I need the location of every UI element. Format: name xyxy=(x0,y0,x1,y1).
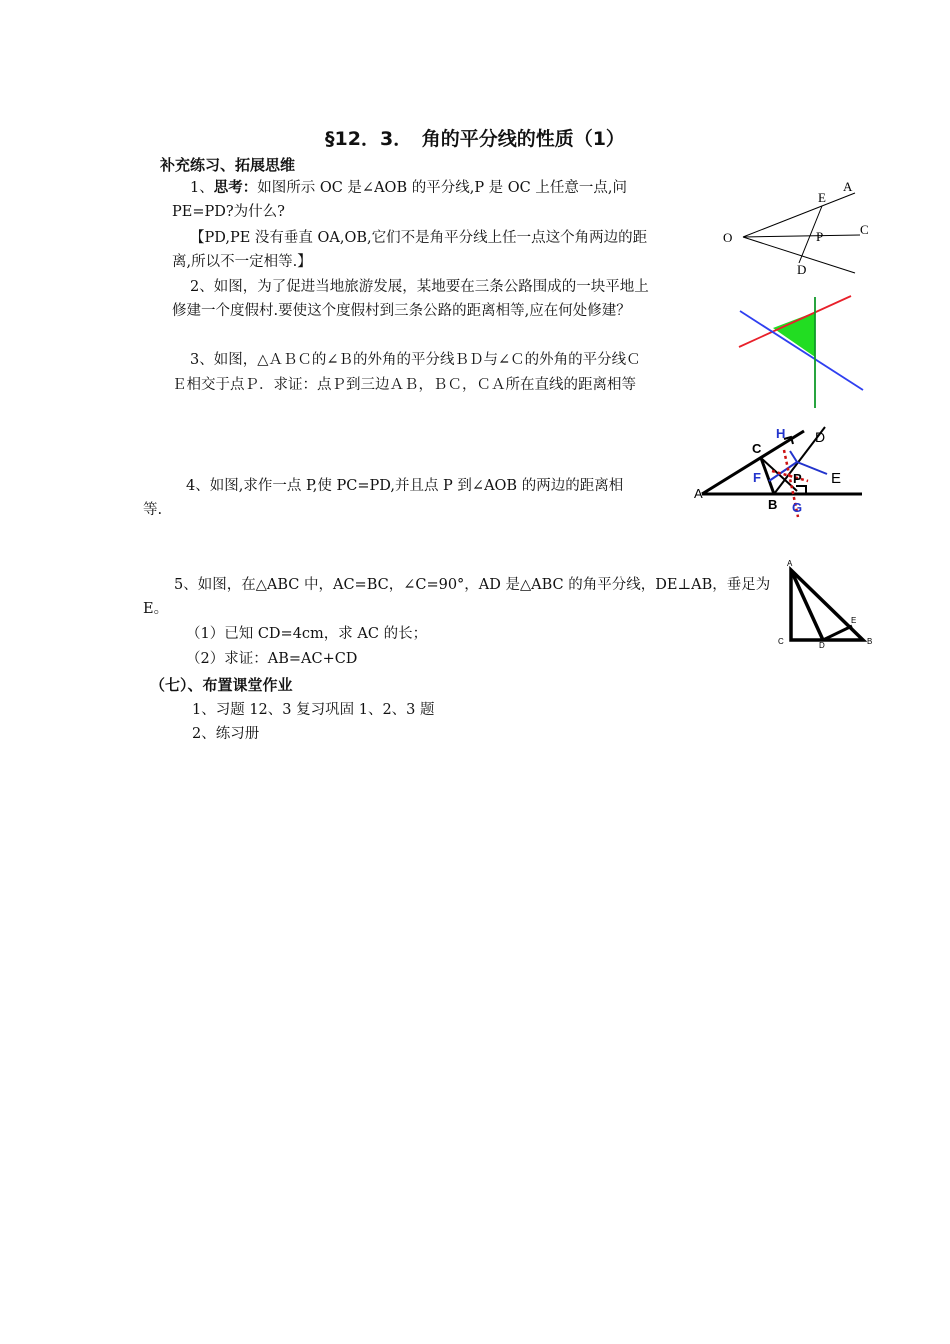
label-f: F xyxy=(753,470,761,485)
q1-answer-line1: 【PD,PE 没有垂直 OA,OB,它们不是角平分线上任一点这个角两边的距 xyxy=(190,230,648,246)
q3-line1: 3、如图，△ＡＢＣ的∠Ｂ的外角的平分线ＢＤ与∠Ｃ的外角的平分线Ｃ xyxy=(190,352,641,368)
label-d: D xyxy=(815,429,826,445)
figure-right-triangle xyxy=(775,558,875,653)
label-e: E xyxy=(851,616,857,625)
label-g: G xyxy=(792,500,803,515)
label-p: P xyxy=(793,471,802,486)
q4-line1: 4、如图,求作一点 P,使 PC=PD,并且点 P 到∠AOB 的两边的距离相 xyxy=(186,478,624,494)
q3-line2: Ｅ相交于点Ｐ．求证：点Ｐ到三边ＡＢ，ＢＣ，ＣＡ所在直线的距离相等 xyxy=(172,377,636,393)
homework-heading: （七）、布置课堂作业 xyxy=(150,676,293,694)
q1-text: 如图所示 OC 是∠AOB 的平分线,P 是 OC 上任意一点,问 xyxy=(257,180,627,196)
perp-ph xyxy=(790,451,797,462)
q1-label: 思考： xyxy=(213,180,258,196)
triangle-abc xyxy=(791,570,863,640)
label-d: D xyxy=(819,641,825,650)
label-e: E xyxy=(818,190,826,205)
homework-item-2: 2、练习册 xyxy=(192,726,260,742)
label-p: P xyxy=(816,229,824,244)
q4-line2: 等. xyxy=(143,502,163,518)
label-e: E xyxy=(831,470,842,487)
q2-line2: 修建一个度假村.要使这个度假村到三条公路的距离相等,应在何处修建？ xyxy=(172,303,631,319)
q5-line1: 5、如图，在△ABC 中，AC=BC，∠C=90°，AD 是△ABC 的角平分线，DE⊥AB，垂足为 xyxy=(174,577,771,593)
triangle-region xyxy=(773,312,815,357)
q1-line1 xyxy=(190,176,627,200)
label-c: C xyxy=(778,637,784,646)
figure-exterior-bisectors xyxy=(692,423,867,518)
segment-de xyxy=(823,626,852,640)
label-a: A xyxy=(694,486,703,501)
q1-line2: PE=PD?为什么? xyxy=(172,204,285,220)
ray-oa xyxy=(743,193,855,237)
figure-three-roads xyxy=(735,295,865,410)
label-c: C xyxy=(752,441,762,456)
figure-angle-bisector xyxy=(715,175,880,280)
label-b: B xyxy=(768,497,778,512)
homework-item-1: 1、习题 12、3 复习巩固 1、2、3 题 xyxy=(192,702,435,718)
label-d: D xyxy=(797,262,807,277)
q5-sub2: （2）求证：AB=AC+CD xyxy=(186,651,358,667)
segment-ad xyxy=(791,570,823,640)
label-o: O xyxy=(723,230,733,245)
label-c: C xyxy=(860,222,869,237)
page-title: §12．3． 角的平分线的性质（1） xyxy=(325,128,625,150)
label-h: H xyxy=(776,426,786,441)
q5-line2: E。 xyxy=(143,601,169,617)
label-a: A xyxy=(787,559,793,568)
q1-answer-line2: 离,所以不一定相等.】 xyxy=(172,254,312,270)
label-b: B xyxy=(867,637,873,646)
section-heading: 补充练习、拓展思维 xyxy=(160,156,296,174)
label-a: A xyxy=(843,179,853,194)
q5-sub1: （1）已知 CD=4cm，求 AC 的长； xyxy=(186,626,428,642)
ray-oc xyxy=(743,235,860,237)
q2-line1: 2、如图，为了促进当地旅游发展，某地要在三条公路围成的一块平地上 xyxy=(190,279,649,295)
q1-number: 1、 xyxy=(190,180,214,196)
